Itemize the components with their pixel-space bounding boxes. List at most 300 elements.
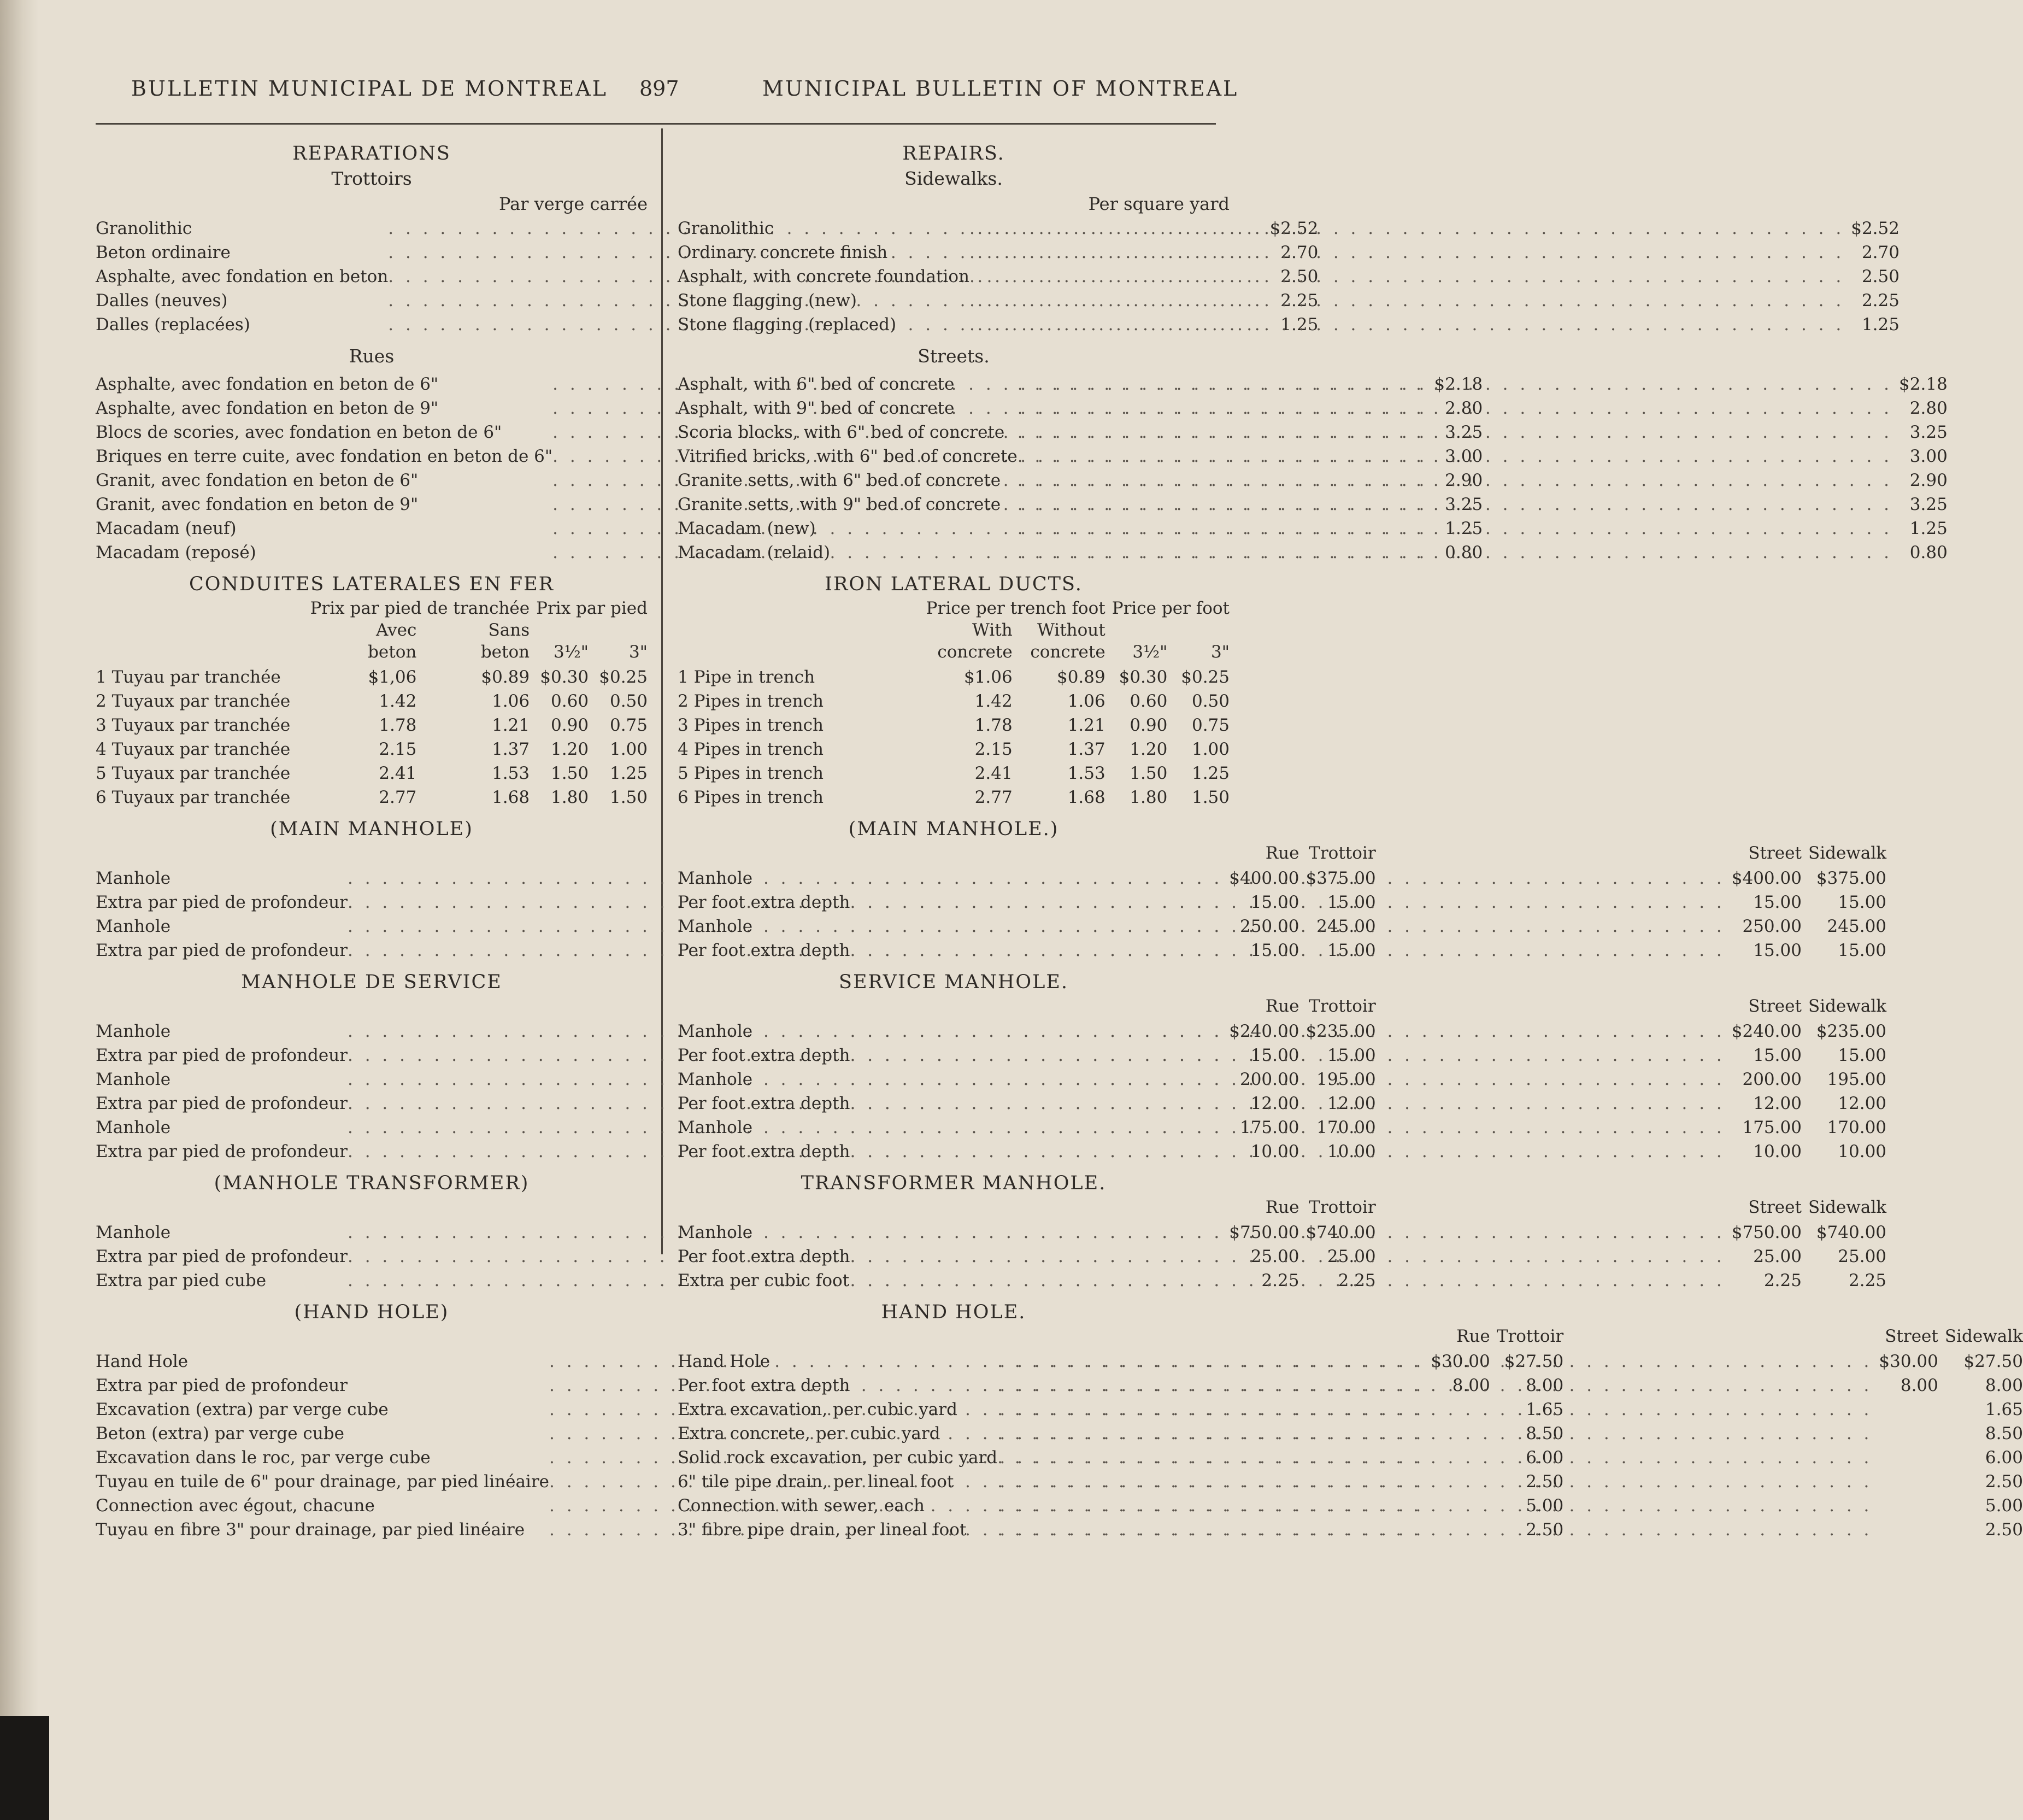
row-label: Extra par pied de profondeur [96, 1142, 348, 1161]
column-header: Sidewalk [1808, 1197, 1887, 1217]
column-spacer [96, 642, 304, 664]
price-value: 2.25 [1261, 1271, 1299, 1290]
column-spacer [96, 843, 348, 865]
row-label: Manhole [678, 868, 753, 888]
leader-dots [850, 865, 1725, 889]
price-value [1872, 1517, 1938, 1541]
price-value [1872, 1396, 1938, 1420]
table-row [678, 239, 1899, 263]
price-value: 2.41 [974, 764, 1013, 783]
price-value [1872, 1493, 1938, 1517]
column-header: Avec [375, 620, 417, 640]
row-label: 3" fibre pipe drain, per lineal foot [678, 1520, 967, 1540]
price-value: 195.00 [1316, 1070, 1376, 1089]
column-spacer [678, 598, 920, 620]
price-value: $0.89 [481, 667, 530, 687]
leader-dots [997, 1420, 1872, 1445]
table-row [678, 215, 1899, 239]
row-label: Manhole [678, 1070, 753, 1089]
row-label: Granit, avec fondation en beton de 9" [96, 495, 419, 514]
column-spacer [1167, 620, 1230, 642]
column-spacer [997, 1326, 1872, 1348]
row-label: Vitrified bricks, with 6" bed of concrete [678, 447, 1018, 466]
price-value: 2.25 [1280, 291, 1319, 310]
row-label: Asphalt, with 9" bed of concrete [678, 398, 955, 418]
price-value: $740.00 [1305, 1223, 1376, 1242]
price-value: $0.25 [1181, 667, 1230, 687]
row-label: Per foot extra depth [678, 1247, 850, 1266]
column-header: Trottoir [1309, 996, 1376, 1016]
column-group-header: Price per trench foot [926, 598, 1105, 618]
leader-dots [1018, 491, 1892, 515]
table-row [678, 395, 1948, 419]
price-value: 200.00 [1742, 1070, 1802, 1089]
duct-table [96, 598, 648, 808]
row-label: Stone flagging (new) [678, 291, 857, 310]
row-label: Manhole [678, 1223, 753, 1242]
price-value: 1.20 [1130, 739, 1168, 759]
price-value: $240.00 [1229, 1021, 1299, 1041]
row-label: Stone flagging (replaced) [678, 315, 897, 334]
table-row [678, 784, 1230, 808]
price-value: 175.00 [1239, 1118, 1299, 1137]
price-value: 15.00 [1753, 1046, 1802, 1065]
price-value: $0.25 [599, 667, 648, 687]
column-group-header: Prix par pied [536, 598, 648, 618]
table-row [678, 664, 1230, 688]
price-value: 15.00 [1838, 1046, 1887, 1065]
row-label: Per foot extra depth [678, 1046, 850, 1065]
table-row [678, 515, 1948, 539]
price-value: 1.65 [1526, 1400, 1564, 1419]
price-value: 1.68 [492, 788, 530, 807]
row-label: Hand Hole [678, 1352, 771, 1371]
table-row [678, 443, 1948, 467]
price-value: 10.00 [1250, 1142, 1299, 1161]
section-title: IRON LATERAL DUCTS. [825, 573, 1083, 595]
hand-hole-table [678, 1326, 2023, 1541]
price-value: 250.00 [1742, 917, 1802, 936]
row-label: 6" tile pipe drain, per lineal foot [678, 1472, 954, 1492]
column-header: Street [1748, 843, 1802, 863]
row-label: Tuyau en fibre 3" pour drainage, par pied linéaire [96, 1520, 525, 1540]
column-spacer [678, 642, 920, 664]
row-label: Ordinary concrete finish [678, 243, 888, 262]
column-spacer [96, 620, 304, 642]
leader-dots [850, 1090, 1725, 1114]
leader-dots [997, 1372, 1872, 1396]
column-header: Street [1748, 996, 1802, 1016]
price-value: 15.00 [1327, 893, 1376, 912]
row-label: Extra par pied de profondeur [96, 893, 348, 912]
price-value: 2.77 [974, 788, 1013, 807]
row-label: 2 Tuyaux par tranchée [96, 691, 291, 711]
price-value: 1.42 [379, 691, 417, 711]
price-value: 2.50 [1861, 267, 1899, 286]
table-row [678, 1090, 1886, 1114]
price-value: 1.37 [492, 739, 530, 759]
page-number: 897 [639, 77, 679, 101]
column-header: Without [1037, 620, 1105, 640]
row-label: Per foot extra depth [678, 1376, 850, 1395]
row-label: 1 Tuyau par tranchée [96, 667, 281, 687]
row-label: Manhole [96, 1118, 171, 1137]
row-label: Asphalte, avec fondation en beton [96, 267, 389, 286]
table-row [96, 664, 648, 688]
price-value: 175.00 [1742, 1118, 1802, 1137]
price-value: $1.06 [963, 667, 1013, 687]
price-value: 3.00 [1909, 447, 1948, 466]
leader-dots [850, 1042, 1725, 1066]
column-header: Rue [1265, 843, 1299, 863]
subsection-title: Trottoirs [331, 168, 412, 189]
price-value: 1.50 [1191, 788, 1230, 807]
price-value: 245.00 [1827, 917, 1887, 936]
column-header: beton [480, 642, 530, 662]
price-value: 0.50 [1191, 691, 1230, 711]
column-header: Rue [1265, 996, 1299, 1016]
column-spacer [96, 996, 348, 1018]
price-value: 15.00 [1327, 941, 1376, 960]
running-header-right: MUNICIPAL BULLETIN OF MONTREAL [762, 77, 1239, 101]
table-row [678, 1066, 1886, 1090]
leader-dots [997, 1493, 1872, 1517]
row-label: Extra par pied de profondeur [96, 941, 348, 960]
page-corner-shadow [0, 1716, 49, 1820]
leader-dots [969, 239, 1844, 263]
price-value: 2.25 [1861, 291, 1899, 310]
price-value: 1.78 [379, 715, 417, 735]
column-spacer [678, 1197, 850, 1219]
table-row [678, 1396, 2023, 1420]
price-value: 2.77 [379, 788, 417, 807]
section-title: HAND HOLE. [881, 1301, 1026, 1323]
table-row [678, 1372, 2023, 1396]
table-row [678, 1219, 1886, 1243]
row-label: Solid rock excavation, per cubic yard [678, 1448, 998, 1467]
column-group-header: Price per foot [1112, 598, 1230, 618]
price-value: 1.21 [1067, 715, 1105, 735]
unit-caption: Per square yard [1088, 193, 1230, 214]
price-value: 1.78 [974, 715, 1013, 735]
price-value: 2.70 [1861, 243, 1899, 262]
row-label: 3 Tuyaux par tranchée [96, 715, 291, 735]
price-value: $240.00 [1731, 1021, 1802, 1041]
row-label: Manhole [96, 1223, 171, 1242]
table-row [678, 1348, 2023, 1372]
price-value: 15.00 [1250, 893, 1299, 912]
row-label: Granolithic [96, 219, 192, 238]
price-value: $0.89 [1056, 667, 1105, 687]
row-label: Manhole [96, 1070, 171, 1089]
price-value [1872, 1469, 1938, 1493]
row-label: Excavation dans le roc, par verge cube [96, 1448, 431, 1467]
price-value: 195.00 [1827, 1070, 1887, 1089]
price-value: 2.25 [1849, 1271, 1887, 1290]
price-value: $750.00 [1229, 1223, 1299, 1242]
row-label: Granolithic [678, 219, 774, 238]
price-value: 1.25 [1280, 315, 1319, 334]
row-label: Tuyau en tuile de 6" pour drainage, par pied linéaire [96, 1472, 550, 1492]
column-header: Trottoir [1309, 843, 1376, 863]
column-spacer [96, 598, 304, 620]
leader-dots [997, 1396, 1872, 1420]
table-row [678, 760, 1230, 784]
table-row [678, 1267, 1886, 1291]
subsection-title: Sidewalks. [904, 168, 1003, 189]
row-label: 3 Pipes in trench [678, 715, 824, 735]
column-header: beton [368, 642, 417, 662]
leader-dots [997, 1348, 1872, 1372]
leader-dots [1018, 395, 1892, 419]
column-spacer [1105, 620, 1168, 642]
row-label: Manhole [678, 917, 753, 936]
price-value: 0.90 [1130, 715, 1168, 735]
table-row [678, 467, 1948, 491]
column-header: 3" [1211, 642, 1230, 662]
column-spacer [678, 843, 850, 865]
price-value: 2.70 [1280, 243, 1319, 262]
table-row [678, 865, 1886, 889]
row-label: Extra per cubic foot [678, 1271, 850, 1290]
row-label: Blocs de scories, avec fondation en beton de 6" [96, 422, 502, 442]
price-value: $0.30 [540, 667, 589, 687]
section-title: CONDUITES LATERALES EN FER [189, 573, 554, 595]
price-value: 2.15 [379, 739, 417, 759]
price-value: $2.18 [1434, 374, 1483, 394]
table-row [678, 287, 1899, 312]
leader-dots [1018, 539, 1892, 563]
leader-dots [969, 287, 1844, 312]
price-value: 15.00 [1327, 1046, 1376, 1065]
price-value: 1.53 [492, 764, 530, 783]
unit-caption: Par verge carrée [498, 193, 648, 214]
leader-dots [969, 263, 1844, 287]
price-value: 0.90 [551, 715, 589, 735]
price-value: 2.15 [974, 739, 1013, 759]
price-value: 8.00 [1526, 1376, 1564, 1395]
price-value: 15.00 [1753, 893, 1802, 912]
price-value: 25.00 [1327, 1247, 1376, 1266]
price-value: $235.00 [1305, 1021, 1376, 1041]
price-value: 0.75 [1191, 715, 1230, 735]
table-row [96, 736, 648, 760]
section-title: (MAIN MANHOLE) [270, 818, 473, 840]
row-label: Macadam (neuf) [96, 519, 237, 538]
price-value: 1.25 [1445, 519, 1483, 538]
column-header: Sidewalk [1808, 843, 1887, 863]
leader-dots [997, 1517, 1872, 1541]
running-header-left: BULLETIN MUNICIPAL DE MONTREAL [131, 77, 608, 101]
price-value: 3.00 [1445, 447, 1483, 466]
table-row [678, 1469, 2023, 1493]
row-label: Connection with sewer, each [678, 1496, 925, 1516]
table-row [96, 760, 648, 784]
price-value: 250.00 [1239, 917, 1299, 936]
section-title: SERVICE MANHOLE. [838, 971, 1069, 993]
price-value: 10.00 [1838, 1142, 1887, 1161]
row-label: 2 Pipes in trench [678, 691, 824, 711]
section-title: (MAIN MANHOLE.) [848, 818, 1059, 840]
table-row [678, 539, 1948, 563]
column-header: concrete [1030, 642, 1105, 662]
price-value: 245.00 [1316, 917, 1376, 936]
price-value: 6.00 [1526, 1448, 1564, 1467]
price-value: 1.80 [551, 788, 589, 807]
price-value: $235.00 [1816, 1021, 1887, 1041]
column-header: Trottoir [1496, 1326, 1564, 1346]
table-row [678, 1517, 2023, 1541]
row-label: Extra par pied de profondeur [96, 1094, 348, 1113]
price-value: 1.25 [609, 764, 648, 783]
table-row [678, 736, 1230, 760]
row-label: Manhole [96, 868, 171, 888]
row-label: Manhole [678, 1118, 753, 1137]
row-label: Extra excavation, per cubic yard [678, 1400, 957, 1419]
price-value: $27.50 [1963, 1352, 2023, 1371]
price-value: 1.21 [492, 715, 530, 735]
leader-dots [969, 312, 1844, 336]
section-title: REPAIRS. [902, 143, 1005, 165]
price-value: 8.50 [1985, 1424, 2023, 1443]
price-value: 1.50 [609, 788, 648, 807]
leader-dots [850, 1219, 1725, 1243]
row-label: Extra par pied de profondeur [96, 1247, 348, 1266]
price-value: 1.50 [551, 764, 589, 783]
price-value: 25.00 [1250, 1247, 1299, 1266]
price-value: 2.50 [1985, 1472, 2023, 1492]
row-label: Per foot extra depth [678, 1094, 850, 1113]
column-spacer [589, 620, 648, 642]
price-value: 0.75 [609, 715, 648, 735]
price-value: $375.00 [1816, 868, 1887, 888]
price-value: 1.80 [1130, 788, 1168, 807]
row-label: 6 Pipes in trench [678, 788, 824, 807]
row-label: Per foot extra depth [678, 1142, 850, 1161]
price-value: 2.50 [1985, 1520, 2023, 1540]
price-table [678, 215, 1899, 336]
row-label: Connection avec égout, chacune [96, 1496, 375, 1516]
row-label: Per foot extra depth [678, 893, 850, 912]
row-label: Asphalte, avec fondation en beton de 6" [96, 374, 439, 394]
price-value: 170.00 [1827, 1118, 1887, 1137]
row-label: Granit, avec fondation en beton de 6" [96, 471, 419, 490]
price-value: 200.00 [1239, 1070, 1299, 1089]
price-value: $740.00 [1816, 1223, 1887, 1242]
price-value: 3.25 [1445, 495, 1483, 514]
price-value: 1.25 [1909, 519, 1948, 538]
table-row [678, 1243, 1886, 1267]
price-value: 1.20 [551, 739, 589, 759]
leader-dots [1018, 515, 1892, 539]
row-label: Macadam (reposé) [96, 543, 256, 562]
table-row [96, 712, 648, 736]
row-label: Asphalte, avec fondation en beton de 9" [96, 398, 439, 418]
row-label: Extra par pied cube [96, 1271, 267, 1290]
price-value: $400.00 [1731, 868, 1802, 888]
row-label: Granite setts, with 6" bed of concrete [678, 471, 1001, 490]
price-value [1872, 1420, 1938, 1445]
price-value: 1.06 [492, 691, 530, 711]
price-value: 15.00 [1838, 941, 1887, 960]
price-value: 8.00 [1985, 1376, 2023, 1395]
column-header: 3" [629, 642, 648, 662]
price-table [678, 371, 1948, 563]
price-value: 2.50 [1526, 1472, 1564, 1492]
price-value: $30.00 [1879, 1352, 1938, 1371]
row-label: Dalles (replacées) [96, 315, 250, 334]
leader-dots [1018, 467, 1892, 491]
table-row [678, 1042, 1886, 1066]
column-spacer [850, 996, 1725, 1018]
column-spacer [850, 1197, 1725, 1219]
leader-dots [850, 1243, 1725, 1267]
section-title: REPARATIONS [292, 143, 451, 165]
row-label: Briques en terre cuite, avec fondation en beton de 6" [96, 447, 553, 466]
section-title: (HAND HOLE) [294, 1301, 449, 1323]
manhole-table [678, 1197, 1886, 1291]
leader-dots [850, 937, 1725, 961]
table-row [678, 1114, 1886, 1138]
column-spacer [678, 620, 920, 642]
price-value: $0.30 [1119, 667, 1168, 687]
price-value: $750.00 [1731, 1223, 1802, 1242]
column-spacer [96, 1326, 549, 1348]
column-header: 3½" [1132, 642, 1168, 662]
subsection-title: Streets. [918, 345, 990, 367]
column-header: Sans [488, 620, 530, 640]
price-value: 0.60 [551, 691, 589, 711]
row-label: Extra par pied de profondeur [96, 1046, 348, 1065]
column-spacer [850, 843, 1725, 865]
price-value: 0.80 [1909, 543, 1948, 562]
price-value: 15.00 [1753, 941, 1802, 960]
subsection-title: Rues [349, 345, 395, 367]
row-label: Asphalt, with concrete foundation [678, 267, 969, 286]
table-row [678, 312, 1899, 336]
price-value: 10.00 [1327, 1142, 1376, 1161]
column-header: concrete [937, 642, 1013, 662]
leader-dots [997, 1445, 1872, 1469]
leader-dots [850, 1267, 1725, 1291]
price-value: 12.00 [1327, 1094, 1376, 1113]
price-value: 1.37 [1067, 739, 1105, 759]
price-value: 8.00 [1452, 1376, 1490, 1395]
row-label: Dalles (neuves) [96, 291, 228, 310]
price-value: $2.52 [1851, 219, 1899, 238]
table-row [678, 1493, 2023, 1517]
table-row [96, 784, 648, 808]
row-label: 4 Pipes in trench [678, 739, 824, 759]
row-label: Extra par pied de profondeur [96, 1376, 348, 1395]
row-label: Macadam (relaid) [678, 543, 831, 562]
table-row [678, 913, 1886, 937]
manhole-table [678, 996, 1886, 1163]
table-row [678, 263, 1899, 287]
table-row [678, 688, 1230, 712]
price-value: $27.50 [1504, 1352, 1564, 1371]
row-label: 6 Tuyaux par tranchée [96, 788, 291, 807]
column-spacer [678, 1326, 997, 1348]
table-row [678, 1445, 2023, 1469]
price-value: 3.25 [1445, 422, 1483, 442]
table-row [678, 1138, 1886, 1163]
row-label: Per foot extra depth [678, 941, 850, 960]
price-value: 10.00 [1753, 1142, 1802, 1161]
price-value: $2.52 [1269, 219, 1319, 238]
column-header: With [972, 620, 1013, 640]
column-header: Street [1748, 1197, 1802, 1217]
